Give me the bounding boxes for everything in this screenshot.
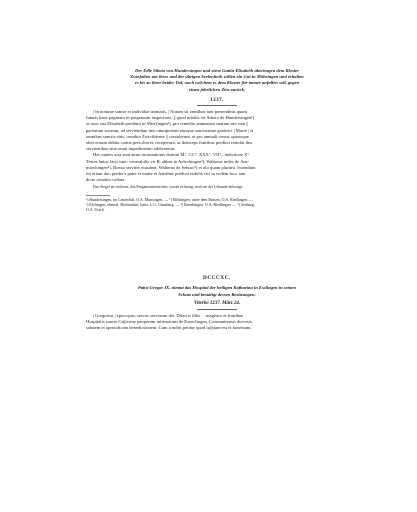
footnote-line: ³) Elchingen, ehemal. Reichsabtei, baier. L.G. Günzburg. — ⁴) Emerkingen, O.A. Riedlingen. — ⁵) Seeburg, xyxy=(86,202,255,207)
seal-note: Das Siegel ist verloren, das Pergamentriemchen, woran es hieng, noch an der Urkunde befestigt. xyxy=(93,185,243,190)
footnotes xyxy=(86,198,348,214)
summary-line: Zwiefalten um ihres und der übrigen Seelenheils willen ein Gut in Möhringen und erhalten xyxy=(130,74,304,80)
footnote-line: O.A. Urach. xyxy=(86,208,106,213)
charter-summary-2 xyxy=(86,285,348,297)
text-line: alter eorum debita carnis persolveret, receperunt, ut deinceps fratribus predicti cenobii deo xyxy=(86,140,253,146)
divider xyxy=(197,105,237,106)
text-line: parentum suorum, ad serviendum deo omnipotenti eiusque sanctissime genitrici | Marie | et xyxy=(86,127,254,133)
document-page xyxy=(86,68,348,332)
place-date-line: Viterbo 1237. März 24. xyxy=(193,300,241,306)
summary-line: Der Edle Siboto von Hundersingen und seine Gattin Elisabeth übertragen dem Kloster xyxy=(135,68,299,73)
summary-line: einen jährlichen Zins zurück. xyxy=(188,86,246,92)
charter-summary xyxy=(86,68,348,93)
text-line: marchingen⁴), Rozzo servitor eiusdem, Walterus de Seburc⁵) et alii quam plurimi. Sciendum xyxy=(86,164,256,170)
footnote-divider xyxy=(86,195,110,196)
text-line: est etiam duo predia a patre et matre et fratribus predicti nobilis viri in eodem loco iam xyxy=(86,171,246,177)
summary-line: Schutz und bestätigt dessen Besitzungen. xyxy=(178,291,256,297)
text-line: dicto cenobio collata. xyxy=(86,177,126,183)
text-line: Hec autem acta sunt anno incarnationis domini M°. CC°. XXX°. VII°., indictione X°. xyxy=(93,152,251,158)
summary-line: Pabst Gregor IX. nimmt das Hospital der heiligen Katharina in Esslingen in seinen xyxy=(138,285,296,291)
text-line: | In nomine sancte et individue trinitatis. | Notum sit omnibus tam presentibus quam xyxy=(93,109,247,115)
text-line: futuris hanc paginam in perpetuum inspecturis, || quod nobilis vir Siboto de Hundersingen¹) xyxy=(86,115,255,121)
text-line: et uxor sua Elisabeth predium in Mer(i)ngen²), pro remedio animarum suarum nec non || xyxy=(86,121,249,127)
text-line: omnibus sanctis eius, cenobio Zwivildense || contulerunt, et pro annuali censu, quousque xyxy=(86,133,249,139)
charter-text-2 xyxy=(86,313,348,332)
charter-text xyxy=(86,109,348,183)
text-line: Testes huius facti sunt: venerabilis vir B. abbas in Aelechingen³), Walterus miles de Ane- xyxy=(86,158,250,164)
charter-year: 1237. xyxy=(210,96,224,103)
text-line: Hospitalis sancte Ca||terine pauperum infirmorum de Ezzeclingen, Constantiensis diocesis, xyxy=(86,319,253,325)
footnote-line: ¹) Hundersingen, im Lauterthal, O.A. Münsingen. — ²) Möhringen, unter dem Bussen, O.A. Riedlingen. — xyxy=(86,197,254,202)
text-line: servientibus sine omni impedimento addiceretur. xyxy=(86,146,176,152)
text-line: salutem et apostolicam benedictionem. Cum a nobis petitur quod iu||stum est et honestum, xyxy=(86,325,252,331)
summary-line: es bis zu ihrer beider Tod, nach welchem es dem Kloster für immer anfallen soll, gegen xyxy=(134,80,300,86)
document-number: DCCCXC. xyxy=(203,275,231,282)
divider xyxy=(197,309,237,310)
text-line: | Gregorius | episcopus, servus servorum dei. Dilectis filiis . . magistro et fratribus xyxy=(93,313,244,319)
